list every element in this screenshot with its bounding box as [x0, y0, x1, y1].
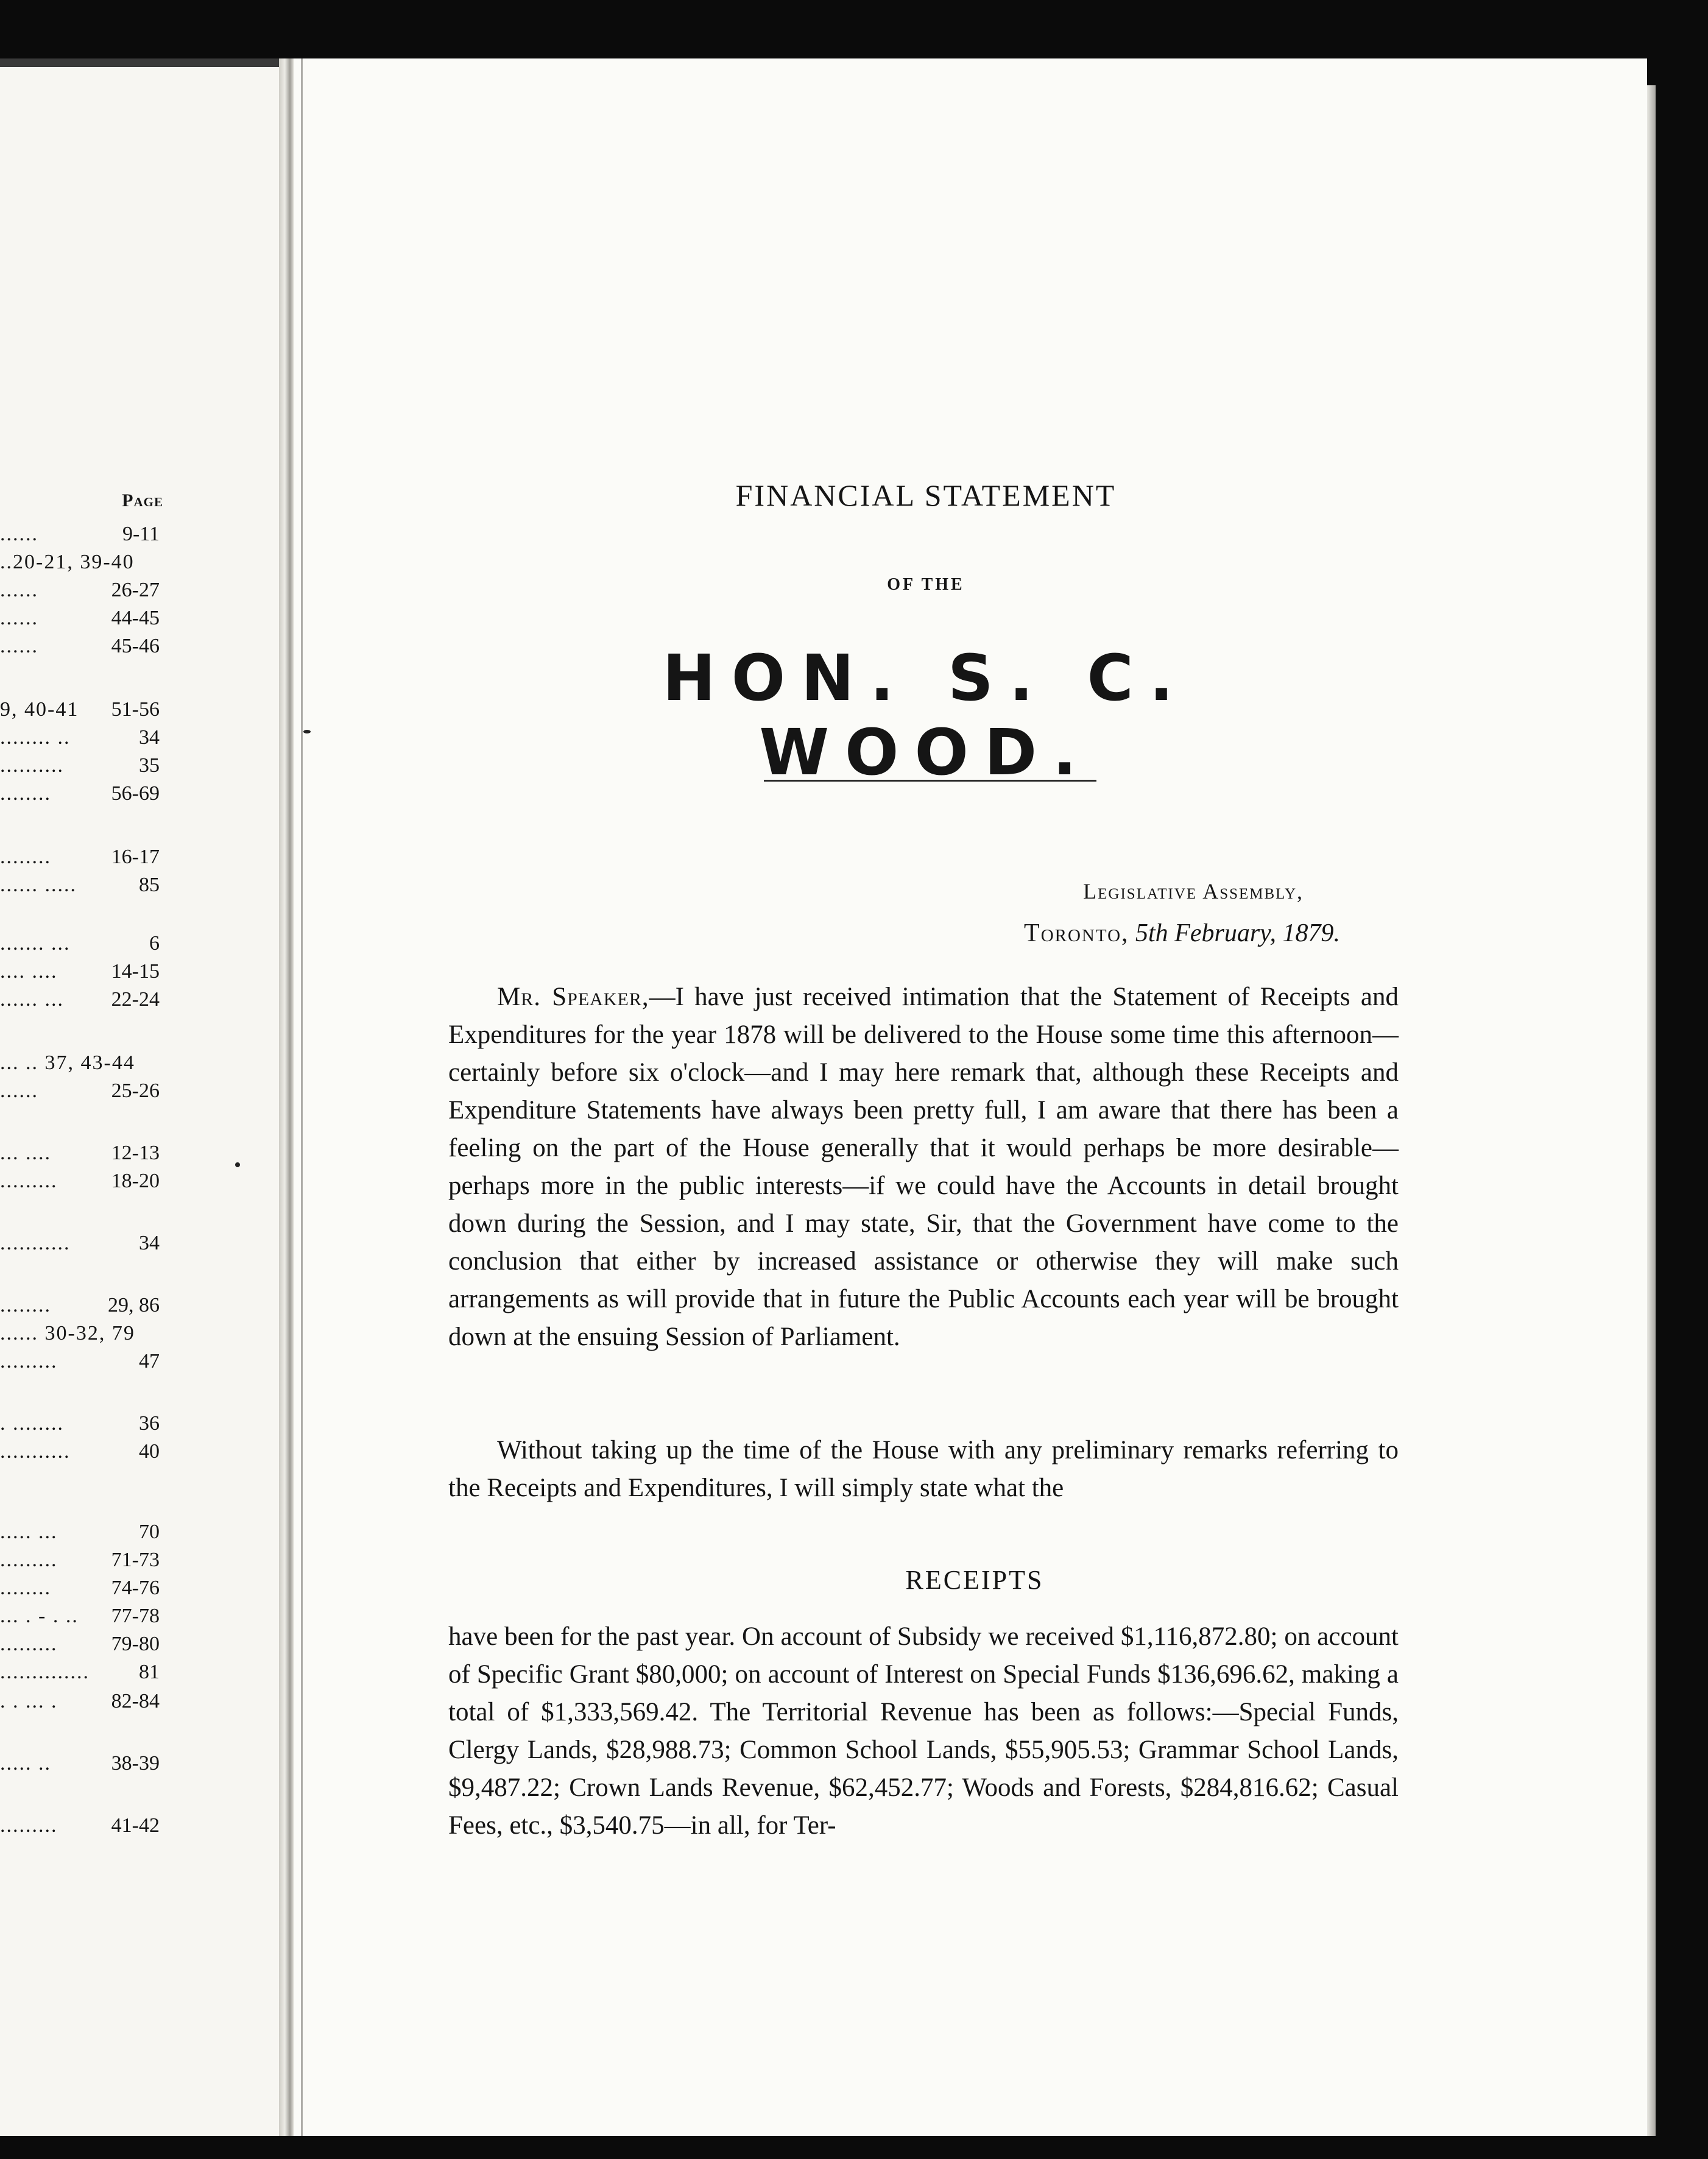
index-row-entry: ... .. 37, 43-44 [0, 1051, 135, 1074]
index-row [0, 726, 160, 753]
scan-speck [303, 730, 311, 733]
index-row-page: 44-45 [111, 607, 160, 629]
index-row-page: 45-46 [111, 635, 160, 657]
section-heading-receipts: RECEIPTS [905, 1565, 1044, 1595]
salutation: Mr. Speaker, [497, 983, 649, 1011]
index-row-entry: ...... ... [0, 988, 64, 1011]
dateline-place-date [792, 919, 1340, 948]
index-row-page: 77-78 [111, 1605, 160, 1627]
index-row-page: 12-13 [111, 1142, 160, 1164]
scan-shadow [0, 58, 280, 67]
index-row [0, 1051, 160, 1078]
scan-border [0, 2136, 1708, 2159]
index-page-heading: Page [122, 490, 163, 511]
index-row-page: 34 [139, 1232, 160, 1254]
index-row-entry: ......... [0, 1549, 58, 1571]
index-row-page: 34 [139, 726, 160, 749]
index-row [0, 1142, 160, 1168]
index-row-entry: ......... [0, 1170, 58, 1192]
dateline-place: Toronto, [1024, 919, 1129, 947]
scan-speck [235, 1162, 240, 1167]
index-row-entry: .............. [0, 1661, 90, 1683]
index-row [0, 754, 160, 781]
index-row-entry: 9, 40-41 [0, 698, 79, 721]
index-row-page: 71-73 [111, 1549, 160, 1571]
index-row-page: 82-84 [111, 1690, 160, 1712]
index-row-page: 79-80 [111, 1633, 160, 1655]
index-row [0, 551, 160, 578]
dateline-assembly: Legislative Assembly, [1083, 879, 1304, 903]
index-row [0, 1440, 160, 1467]
index-row-page: 9-11 [122, 523, 160, 545]
index-row [0, 1521, 160, 1547]
index-row [0, 635, 160, 662]
index-row-entry: ..... ... [0, 1521, 58, 1543]
index-row [0, 1350, 160, 1377]
index-row-entry: ......... [0, 1350, 58, 1373]
index-row [0, 1412, 160, 1439]
index-row [0, 782, 160, 809]
index-row-entry: ...... [0, 523, 38, 545]
index-row-entry: ...... [0, 579, 38, 601]
index-row-page: 35 [139, 754, 160, 777]
paragraph-second: Without taking up the time of the House with any preliminary remarks referring to the Receipts and Expenditures, I will simply state what the [448, 1436, 1399, 1502]
index-row-entry: ........ [0, 782, 51, 805]
index-row [0, 607, 160, 634]
index-row-page: 14-15 [111, 960, 160, 983]
index-row [0, 1633, 160, 1659]
dateline-date: 5th February, 1879. [1135, 919, 1340, 947]
index-row-page: 41-42 [111, 1814, 160, 1837]
paragraph-opening-text: —I have just received intimation that the Statement of Receipts and Expenditures for the year 1878 will be delivered to the House some time this afternoon—certainly before six o'clock—and I may here remark that, although these Receipts and Expenditure Statements have always been pretty full, I am aware that there has been a feeling on the part of the House generally that it would perhaps be more desirable—perhaps more in the public interests—if we could have the Accounts in detail brought down during the Session, and I may state, Sir, that the Government have come to the conclusion that either by increased assistance or otherwise they will make such arrangements as will provide that in future the Public Accounts each year will be brought down at the ensuing Session of Parliament. [448, 983, 1399, 1351]
index-row-page: 22-24 [111, 988, 160, 1011]
index-row-page: 74-76 [111, 1577, 160, 1599]
index-row-page: 56-69 [111, 782, 160, 805]
index-row-entry: ....... ... [0, 932, 71, 955]
index-row-entry: ...... ..... [0, 874, 77, 896]
gutter-fold-line [301, 58, 303, 2136]
index-row-page: 81 [139, 1661, 160, 1683]
index-row-entry: .......... [0, 754, 64, 777]
index-row-page: 40 [139, 1440, 160, 1463]
index-row-entry: . . ... . [0, 1690, 58, 1712]
index-row [0, 932, 160, 959]
index-row-entry: ... . - . .. [0, 1605, 79, 1627]
index-row [0, 1814, 160, 1841]
index-row-page: 47 [139, 1350, 160, 1373]
index-row [0, 1752, 160, 1779]
index-row-entry: ......... [0, 1814, 58, 1837]
index-row [0, 846, 160, 872]
index-row-page: 25-26 [111, 1080, 160, 1102]
index-row-entry: ... .... [0, 1142, 51, 1164]
index-row-page: 36 [139, 1412, 160, 1435]
index-row-page: 70 [139, 1521, 160, 1543]
index-row-entry: ........... [0, 1440, 71, 1463]
index-row-page: 18-20 [111, 1170, 160, 1192]
index-row [0, 1322, 160, 1349]
index-row [0, 1605, 160, 1631]
index-row [0, 1661, 160, 1687]
index-row-entry: ..... .. [0, 1752, 51, 1775]
index-row-page: 6 [149, 932, 160, 955]
index-row-page: 26-27 [111, 579, 160, 601]
index-row [0, 1577, 160, 1603]
index-row-entry: ...... [0, 1080, 38, 1102]
index-row-page: 51-56 [111, 698, 160, 721]
page-edge [1647, 85, 1656, 2136]
index-row-entry: ........ [0, 846, 51, 868]
index-row [0, 1170, 160, 1196]
index-row-page: 85 [139, 874, 160, 896]
index-row-entry: ...... 30-32, 79 [0, 1322, 135, 1345]
index-row-entry: ...... [0, 607, 38, 629]
index-row [0, 1690, 160, 1717]
index-row [0, 874, 160, 900]
index-row-entry: ..20-21, 39-40 [0, 551, 135, 573]
index-row [0, 1232, 160, 1259]
index-row [0, 1294, 160, 1321]
index-row [0, 988, 160, 1015]
index-row-entry: ........ [0, 1294, 51, 1316]
author-name: HON. S. C. WOOD. [662, 641, 1190, 790]
index-row-entry: .... .... [0, 960, 58, 983]
title-rule [764, 780, 1096, 782]
index-row [0, 579, 160, 606]
index-row-entry: ......... [0, 1633, 58, 1655]
index-row-entry: . ........ [0, 1412, 64, 1435]
index-row [0, 698, 160, 725]
index-row-entry: ........... [0, 1232, 71, 1254]
index-row [0, 523, 160, 549]
paragraph-receipts: have been for the past year. On account of Subsidy we received $1,116,872.80; on account of Specific Grant $80,000; on account of Interest on Special Funds $136,696.62, making a total of $1,333,569.42. The Territorial Revenue has been as follows:—Special Funds, Clergy Lands, $28,988.73; Common School Lands, $55,905.53; Grammar School Lands, $9,487.22; Crown Lands Revenue, $62,452.77; Woods and Forests, $284,816.62; Casual Fees, etc., $3,540.75—in all, for Ter- [448, 1622, 1399, 1840]
paragraph-opening [448, 978, 1399, 1356]
title-connector: OF THE [887, 575, 965, 594]
index-row-entry: ........ [0, 1577, 51, 1599]
index-row [0, 1080, 160, 1106]
index-row-entry: ........ .. [0, 726, 71, 749]
index-row [0, 1549, 160, 1575]
index-row-page: 29, 86 [108, 1294, 160, 1316]
index-row-page: 16-17 [111, 846, 160, 868]
index-row-page: 38-39 [111, 1752, 160, 1775]
index-row-entry: ...... [0, 635, 38, 657]
binding-gutter [279, 58, 294, 2136]
index-row [0, 960, 160, 987]
document-title: FINANCIAL STATEMENT [735, 478, 1117, 512]
